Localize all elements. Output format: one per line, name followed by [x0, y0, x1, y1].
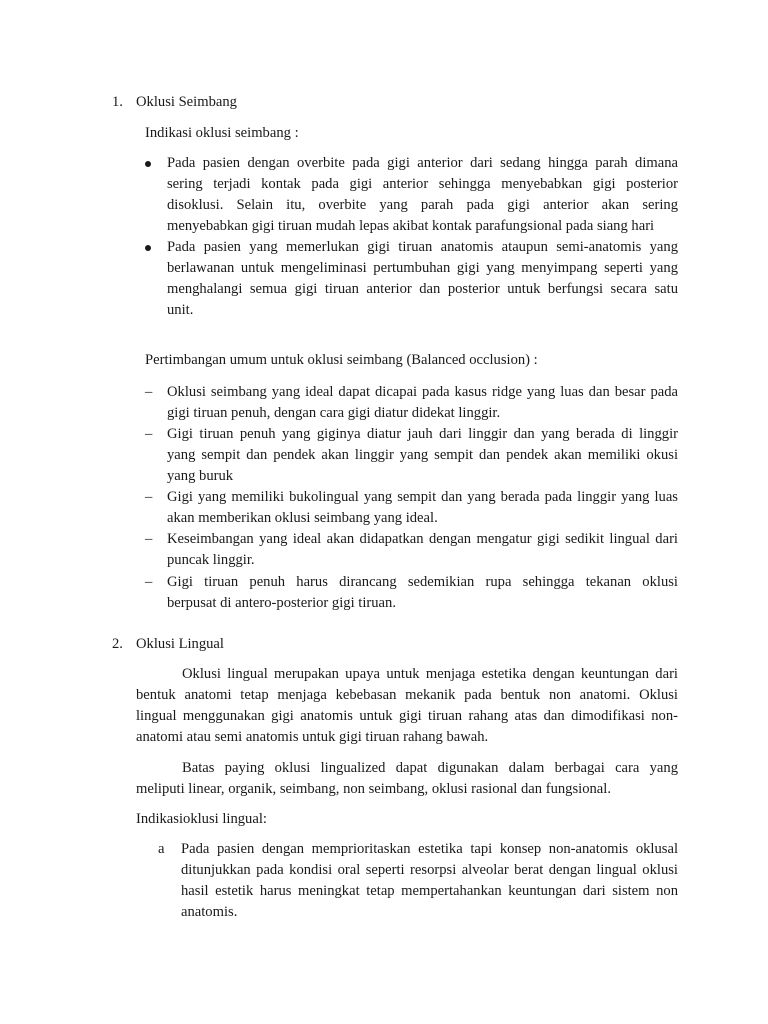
paragraph-2-line: meliputi linear, organik, seimbang, non seimbang, oklusi rasional dan fungsional. — [136, 781, 611, 797]
dash-item-3 — [167, 487, 678, 529]
bullet-2-line: Pada pasien yang memerlukan gigi tiruan anatomis ataupun semi-anatomis yang — [167, 239, 678, 255]
section-1-number: 1. — [112, 94, 123, 110]
paragraph-batas-paying — [136, 758, 678, 800]
dash-3-line: Gigi yang memiliki bukolingual yang sempit dan yang berada pada linggir yang luas — [167, 489, 678, 505]
dash-item-1 — [167, 382, 678, 424]
dash-1-line: gigi tiruan penuh, dengan cara gigi diatur didekat linggir. — [167, 405, 501, 421]
bullet-1-line: menyebabkan gigi tiruan mudah lepas akibat kontak parafungsional pada siang hari — [167, 218, 655, 234]
pertimbangan-label: Pertimbangan umum untuk oklusi seimbang (Balanced occlusion) : — [145, 352, 538, 368]
indikasi-oklusi-lingual-label: Indikasioklusi lingual: — [136, 811, 267, 827]
bullet-item-1 — [167, 153, 678, 237]
bullet-1-line: Pada pasien dengan overbite pada gigi anterior dari sedang hingga parah dimana — [167, 155, 678, 171]
paragraph-2-line: Batas paying oklusi lingualized dapat digunakan dalam berbagai cara yang — [182, 760, 678, 776]
bullet-item-2 — [167, 237, 678, 321]
paragraph-1-line: bentuk anatomi tetap menjaga kebebasan mekanik pada bentuk non anatomi. Oklusi — [136, 687, 678, 703]
item-a-line: hasil estetik harus meningkat tetap mempertahankan keuntungan dari sistem non — [181, 883, 678, 899]
dash-2-line: Gigi tiruan penuh yang giginya diatur jauh dari linggir dan yang berada di linggir — [167, 426, 678, 442]
dash-4-line: Keseimbangan yang ideal akan didapatkan dengan mengatur gigi sedikit lingual dari — [167, 531, 678, 547]
dash-4-line: puncak linggir. — [167, 552, 255, 568]
dash-marker-4: – — [145, 531, 153, 547]
item-a-line: anatomis. — [181, 904, 238, 920]
bullet-1-line: sering terjadi kontak pada gigi anterior sehingga menyebabkan gigi posterior — [167, 176, 678, 192]
dash-item-5 — [167, 572, 678, 614]
list-marker-a: a — [158, 841, 165, 857]
dash-3-line: akan memberikan oklusi seimbang yang ideal. — [167, 510, 438, 526]
paragraph-1-line: anatomi atau semi anatomis untuk gigi tiruan rahang bawah. — [136, 729, 489, 745]
dash-2-line: yang buruk — [167, 468, 234, 484]
paragraph-1-line: lingual menggunakan gigi anatomis untuk gigi tiruan rahang atas dan dimodifikasi non- — [136, 708, 678, 724]
bullet-2-line: unit. — [167, 302, 194, 318]
paragraph-1-line: Oklusi lingual merupakan upaya untuk menjaga estetika dengan keuntungan dari — [182, 666, 678, 682]
list-item-a — [181, 839, 678, 923]
bullet-2-line: menghalangi semua gigi tiruan anterior dan posterior untuk berfungsi secara satu — [167, 281, 678, 297]
dash-5-line: berpusat di antero-posterior gigi tiruan. — [167, 595, 396, 611]
dash-marker-3: – — [145, 489, 153, 505]
dash-1-line: Oklusi seimbang yang ideal dapat dicapai pada kasus ridge yang luas dan besar pada — [167, 384, 678, 400]
dash-5-line: Gigi tiruan penuh harus dirancang sedemikian rupa sehingga tekanan oklusi — [167, 574, 678, 590]
dash-2-line: yang sempit dan pendek akan linggir yang sempit dan pendek akan memiliki okusi — [167, 447, 678, 463]
indikasi-oklusi-seimbang-label: Indikasi oklusi seimbang : — [145, 125, 299, 141]
paragraph-oklusi-lingual — [136, 664, 678, 748]
bullet-dot-2 — [145, 245, 151, 251]
dash-item-2 — [167, 424, 678, 487]
bullet-1-line: disoklusi. Selain itu, overbite yang parah pada gigi anterior akan sering — [167, 197, 678, 213]
section-2-number: 2. — [112, 636, 123, 652]
dash-marker-5: – — [145, 574, 153, 590]
section-2-title: Oklusi Lingual — [136, 636, 224, 652]
dash-item-4 — [167, 529, 678, 571]
dash-marker-2: – — [145, 426, 153, 442]
bullet-dot-1 — [145, 161, 151, 167]
section-1-title: Oklusi Seimbang — [136, 94, 237, 110]
dash-marker-1: – — [145, 384, 153, 400]
item-a-line: ditunjukkan pada kondisi oral seperti resorpsi alveolar berat dengan lingual oklusi — [181, 862, 678, 878]
bullet-2-line: berlawanan untuk mengeliminasi pertumbuhan gigi yang menyimpang seperti yang — [167, 260, 678, 276]
item-a-line: Pada pasien dengan memprioritaskan estetika tapi konsep non-anatomis oklusal — [181, 841, 678, 857]
